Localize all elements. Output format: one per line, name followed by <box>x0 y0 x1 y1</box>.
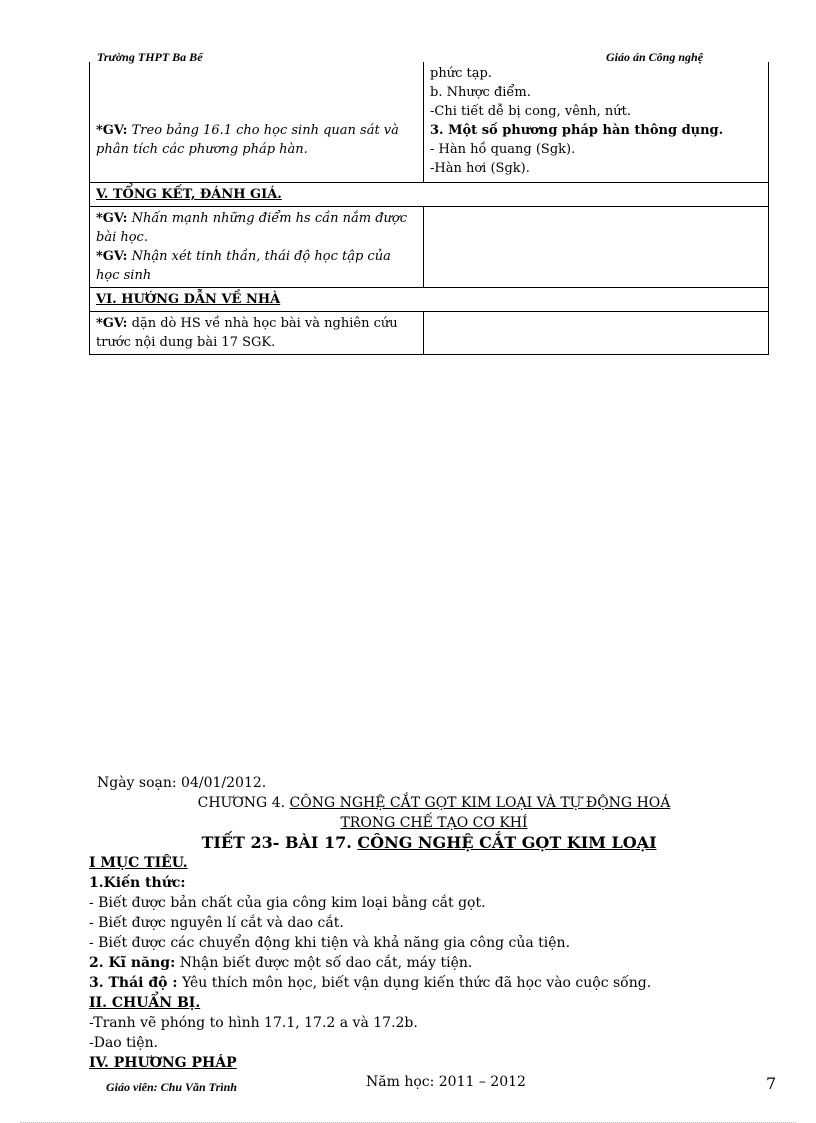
gv-label: *GV: <box>96 211 128 226</box>
table-cell-left <box>90 62 424 183</box>
table-row <box>90 183 769 207</box>
table-row <box>90 288 769 312</box>
content-line: phức tạp. <box>430 66 492 81</box>
list-item: -Dao tiện. <box>89 1035 159 1051</box>
section-heading-2: II. CHUẨN BỊ. <box>89 995 201 1011</box>
list-item: - Biết được các chuyển động khi tiện và khả năng gia công của tiện. <box>89 935 571 951</box>
section-heading-4: IV. PHƯƠNG PHÁP <box>89 1055 237 1071</box>
table-row <box>90 62 769 183</box>
date-line: Ngày soạn: 04/01/2012. <box>97 775 267 791</box>
gv-instruction: dặn dò HS về nhà học bài và nghiên cứu trước nội dung bài 17 SGK. <box>96 316 398 350</box>
page-number: 7 <box>766 1074 777 1093</box>
chapter-title <box>89 793 809 833</box>
knowledge-heading: 1.Kiến thức: <box>89 875 186 891</box>
gv-instruction: Nhận xét tinh thần, thái độ học tập của học sinh <box>96 249 391 283</box>
list-item: -Tranh vẽ phóng to hình 17.1, 17.2 a và 17.2b. <box>89 1015 418 1031</box>
content-line: b. Nhược điểm. <box>430 85 531 100</box>
gv-label: *GV: <box>96 123 128 138</box>
objectives-section <box>89 853 651 1073</box>
list-item: - Biết được nguyên lí cắt và dao cắt. <box>89 915 344 931</box>
table-cell-right <box>424 312 769 355</box>
chapter-prefix: CHƯƠNG 4. <box>197 795 286 811</box>
content-line: -Hàn hơi (Sgk). <box>430 161 530 176</box>
gv-label: *GV: <box>96 316 128 331</box>
table-cell-left: *GV: Nhấn mạnh những điểm hs cần nắm được bài học. *GV: Nhận xét tinh thần, thái độ học tập của học sinh <box>90 207 424 288</box>
header-school: Trường THPT Ba Bể <box>97 50 203 64</box>
section-heading-5: V. TỔNG KẾT, ĐÁNH GIÁ. <box>90 183 769 207</box>
lesson-prefix: TIẾT 23- BÀI 17. <box>201 833 352 852</box>
content-line: -Chi tiết dễ bị cong, vênh, nứt. <box>430 104 632 119</box>
content-heading: 3. Một số phương pháp hàn thông dụng. <box>430 123 724 138</box>
list-item: - Biết được bản chất của gia công kim loại bằng cắt gọt. <box>89 895 486 911</box>
lesson-title <box>69 833 789 853</box>
gv-label: *GV: <box>96 249 128 264</box>
content-line: - Hàn hồ quang (Sgk). <box>430 142 576 157</box>
chapter-title-line-1: CÔNG NGHỆ CẮT GỌT KIM LOẠI VÀ TỰ ĐỘNG HOÁ <box>289 795 671 811</box>
table-row <box>90 207 769 288</box>
gv-instruction: Nhấn mạnh những điểm hs cần nắm được bài học <box>96 211 407 245</box>
lesson-title-text: CÔNG NGHỆ CẮT GỌT KIM LOẠI <box>357 833 657 852</box>
section-heading-1: I MỤC TIÊU. <box>89 855 188 871</box>
table-row <box>90 312 769 355</box>
chapter-title-line-2: TRONG CHẾ TẠO CƠ KHÍ <box>340 815 528 831</box>
attitude-line: 3. Thái độ : Yêu thích môn học, biết vận dụng kiến thức đã học vào cuộc sống. <box>89 975 652 991</box>
section-heading-6: VI. HƯỚNG DẪN VỀ NHÀ <box>90 288 769 312</box>
table-cell-right <box>424 62 769 183</box>
gv-instruction: Treo bảng 16.1 cho học sinh quan sát và phân tích các phương pháp hàn. <box>96 123 399 157</box>
lesson-table <box>89 62 769 355</box>
skill-line: 2. Kĩ năng: Nhận biết được một số dao cắt, máy tiện. <box>89 955 473 971</box>
footer-teacher: Giáo viên: Chu Văn Trình <box>106 1080 237 1094</box>
header-subject: Giáo án Công nghệ <box>606 50 704 64</box>
table-cell-left <box>90 312 424 355</box>
footer-year: Năm học: 2011 – 2012 <box>366 1074 526 1090</box>
table-cell-right <box>424 207 769 288</box>
